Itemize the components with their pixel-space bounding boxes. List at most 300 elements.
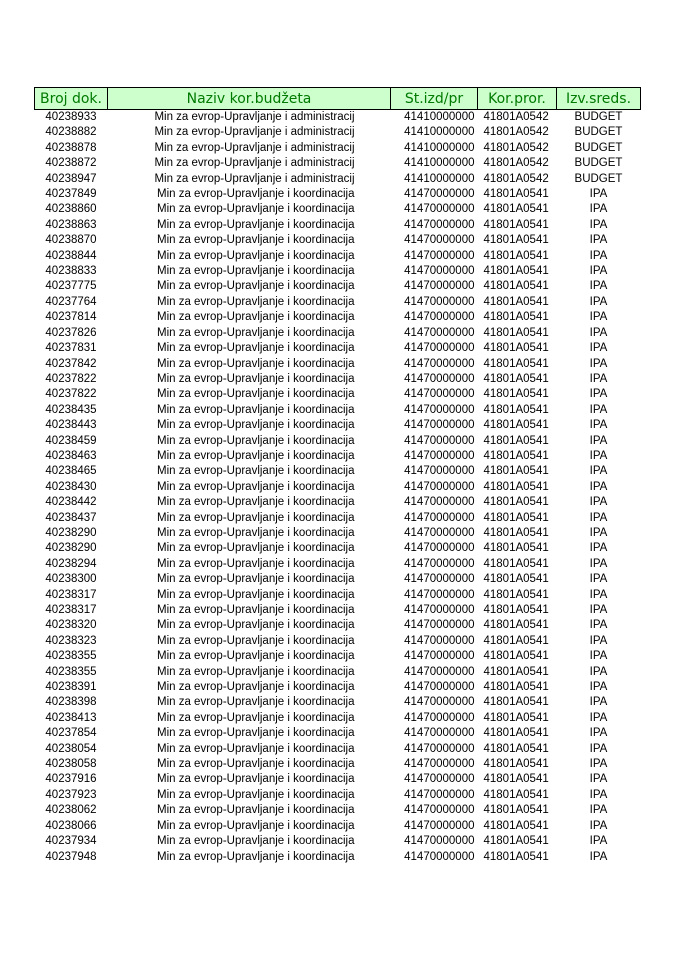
cell-izv-sreds: IPA — [589, 696, 608, 709]
cell-naziv: Min za evrop-Upravljanje i koordinacija — [156, 419, 355, 432]
cell-izv-sreds: IPA — [589, 681, 608, 694]
cell-izv-sreds: IPA — [589, 326, 608, 339]
cell-broj-dok: 40238443 — [45, 419, 97, 432]
cell-kor-pror: 41801A0542 — [483, 141, 549, 154]
cell-st-izd-pr: 41470000000 — [404, 526, 475, 539]
cell-broj-dok: 40238435 — [45, 403, 97, 416]
cell-kor-pror: 41801A0541 — [483, 434, 549, 447]
cell-izv-sreds: IPA — [589, 357, 608, 370]
cell-izv-sreds: IPA — [589, 850, 608, 863]
cell-kor-pror: 41801A0541 — [483, 203, 549, 216]
cell-kor-pror: 41801A0541 — [483, 788, 549, 801]
cell-st-izd-pr: 41410000000 — [404, 172, 475, 185]
cell-naziv: Min za evrop-Upravljanje i koordinacija — [156, 326, 355, 339]
cell-st-izd-pr: 41470000000 — [404, 218, 475, 231]
cell-naziv: Min za evrop-Upravljanje i koordinacija — [156, 711, 355, 724]
table-row — [35, 526, 641, 541]
cell-izv-sreds: IPA — [589, 203, 608, 216]
documents-table — [34, 87, 641, 865]
cell-broj-dok: 40237764 — [45, 295, 97, 308]
cell-naziv: Min za evrop-Upravljanje i administracij — [154, 111, 355, 123]
header-broj-dok: Broj dok. — [35, 88, 108, 110]
cell-st-izd-pr: 41470000000 — [404, 604, 475, 616]
cell-broj-dok: 40238413 — [45, 711, 97, 724]
cell-naziv: Min za evrop-Upravljanje i koordinacija — [156, 342, 355, 355]
cell-naziv: Min za evrop-Upravljanje i koordinacija — [156, 681, 355, 694]
cell-naziv: Min za evrop-Upravljanje i koordinacija — [156, 511, 355, 524]
cell-izv-sreds: IPA — [589, 372, 608, 385]
table-row — [35, 634, 641, 649]
cell-broj-dok: 40237854 — [45, 727, 97, 740]
cell-broj-dok: 40238430 — [45, 480, 97, 493]
cell-izv-sreds: IPA — [589, 588, 608, 601]
cell-izv-sreds: IPA — [589, 403, 608, 416]
cell-st-izd-pr: 41470000000 — [404, 542, 475, 555]
cell-naziv: Min za evrop-Upravljanje i koordinacija — [156, 203, 355, 216]
cell-kor-pror: 41801A0541 — [483, 526, 549, 539]
cell-kor-pror: 41801A0541 — [483, 388, 549, 401]
cell-naziv: Min za evrop-Upravljanje i koordinacija — [156, 265, 355, 278]
cell-naziv: Min za evrop-Upravljanje i koordinacija — [156, 526, 355, 539]
cell-broj-dok: 40238833 — [45, 265, 97, 278]
cell-izv-sreds: IPA — [589, 742, 608, 755]
table-row — [35, 202, 641, 217]
cell-kor-pror: 41801A0541 — [483, 372, 549, 385]
cell-kor-pror: 41801A0541 — [483, 265, 549, 278]
cell-kor-pror: 41801A0541 — [483, 295, 549, 308]
cell-st-izd-pr: 41470000000 — [404, 372, 475, 385]
cell-kor-pror: 41801A0541 — [483, 681, 549, 694]
cell-st-izd-pr: 41470000000 — [404, 449, 475, 462]
cell-st-izd-pr: 41470000000 — [404, 665, 475, 678]
cell-izv-sreds: IPA — [589, 388, 608, 401]
table-row — [35, 249, 641, 264]
cell-izv-sreds: IPA — [589, 604, 608, 616]
cell-izv-sreds: BUDGET — [574, 111, 623, 123]
cell-naziv: Min za evrop-Upravljanje i koordinacija — [156, 650, 355, 663]
cell-st-izd-pr: 41470000000 — [404, 819, 475, 832]
cell-kor-pror: 41801A0541 — [483, 650, 549, 663]
cell-naziv: Min za evrop-Upravljanje i koordinacija — [156, 311, 355, 324]
cell-izv-sreds: IPA — [589, 434, 608, 447]
cell-izv-sreds: IPA — [589, 449, 608, 462]
table-row — [35, 434, 641, 449]
cell-broj-dok: 40238863 — [45, 218, 97, 231]
cell-st-izd-pr: 41410000000 — [404, 141, 475, 154]
cell-izv-sreds: IPA — [589, 634, 608, 647]
cell-naziv: Min za evrop-Upravljanje i koordinacija — [156, 372, 355, 385]
cell-izv-sreds: IPA — [589, 573, 608, 586]
table-row — [35, 819, 641, 834]
cell-st-izd-pr: 41470000000 — [404, 342, 475, 355]
table-row — [35, 603, 641, 618]
cell-izv-sreds: IPA — [589, 819, 608, 832]
cell-kor-pror: 41801A0541 — [483, 819, 549, 832]
table-row — [35, 649, 641, 664]
table-row — [35, 495, 641, 510]
table-row — [35, 233, 641, 248]
cell-st-izd-pr: 41470000000 — [404, 634, 475, 647]
cell-kor-pror: 41801A0541 — [483, 449, 549, 462]
table-row — [35, 618, 641, 633]
cell-st-izd-pr: 41470000000 — [404, 311, 475, 324]
cell-broj-dok: 40238300 — [45, 573, 97, 586]
cell-izv-sreds: IPA — [589, 419, 608, 432]
cell-kor-pror: 41801A0541 — [483, 403, 549, 416]
cell-izv-sreds: IPA — [589, 711, 608, 724]
cell-kor-pror: 41801A0541 — [483, 665, 549, 678]
cell-broj-dok: 40238933 — [45, 111, 97, 123]
table-row — [35, 279, 641, 294]
cell-kor-pror: 41801A0541 — [483, 696, 549, 709]
cell-kor-pror: 41801A0541 — [483, 342, 549, 355]
cell-naziv: Min za evrop-Upravljanje i koordinacija — [156, 634, 355, 647]
spreadsheet-page — [34, 87, 641, 865]
cell-naziv: Min za evrop-Upravljanje i koordinacija — [156, 758, 355, 771]
header-naziv-kor-budzeta: Naziv kor.budžeta — [108, 88, 391, 110]
table-row — [35, 387, 641, 402]
table-row — [35, 357, 641, 372]
cell-st-izd-pr: 41410000000 — [404, 111, 475, 123]
table-row — [35, 264, 641, 279]
cell-st-izd-pr: 41470000000 — [404, 326, 475, 339]
table-row — [35, 541, 641, 556]
cell-kor-pror: 41801A0541 — [483, 588, 549, 601]
cell-kor-pror: 41801A0541 — [483, 604, 549, 616]
cell-broj-dok: 40238062 — [45, 804, 97, 817]
cell-st-izd-pr: 41470000000 — [404, 619, 475, 632]
cell-izv-sreds: IPA — [589, 218, 608, 231]
cell-kor-pror: 41801A0541 — [483, 573, 549, 586]
cell-st-izd-pr: 41470000000 — [404, 758, 475, 771]
cell-kor-pror: 41801A0541 — [483, 465, 549, 478]
cell-kor-pror: 41801A0541 — [483, 326, 549, 339]
cell-naziv: Min za evrop-Upravljanje i koordinacija — [156, 218, 355, 231]
cell-broj-dok: 40238391 — [45, 681, 97, 694]
cell-naziv: Min za evrop-Upravljanje i koordinacija — [156, 403, 355, 416]
cell-izv-sreds: IPA — [589, 665, 608, 678]
cell-izv-sreds: BUDGET — [574, 141, 623, 154]
table-row — [35, 742, 641, 757]
cell-broj-dok: 40237916 — [45, 773, 97, 786]
cell-kor-pror: 41801A0541 — [483, 619, 549, 632]
cell-broj-dok: 40238872 — [45, 157, 97, 170]
cell-naziv: Min za evrop-Upravljanje i koordinacija — [156, 542, 355, 555]
cell-st-izd-pr: 41470000000 — [404, 788, 475, 801]
cell-kor-pror: 41801A0541 — [483, 850, 549, 863]
cell-st-izd-pr: 41470000000 — [404, 188, 475, 201]
cell-naziv: Min za evrop-Upravljanje i koordinacija — [156, 557, 355, 570]
cell-st-izd-pr: 41470000000 — [404, 465, 475, 478]
table-row — [35, 803, 641, 818]
cell-kor-pror: 41801A0541 — [483, 542, 549, 555]
cell-naziv: Min za evrop-Upravljanje i koordinacija — [156, 434, 355, 447]
table-row — [35, 511, 641, 526]
cell-broj-dok: 40238054 — [45, 742, 97, 755]
cell-naziv: Min za evrop-Upravljanje i koordinacija — [156, 588, 355, 601]
cell-izv-sreds: IPA — [589, 234, 608, 247]
table-row — [35, 588, 641, 603]
table-row — [35, 772, 641, 787]
table-row — [35, 418, 641, 433]
table-row — [35, 480, 641, 495]
cell-izv-sreds: IPA — [589, 557, 608, 570]
cell-st-izd-pr: 41470000000 — [404, 480, 475, 493]
cell-broj-dok: 40238844 — [45, 249, 97, 262]
cell-naziv: Min za evrop-Upravljanje i koordinacija — [156, 604, 355, 616]
cell-naziv: Min za evrop-Upravljanje i koordinacija — [156, 234, 355, 247]
cell-kor-pror: 41801A0542 — [483, 157, 549, 170]
cell-naziv: Min za evrop-Upravljanje i koordinacija — [156, 665, 355, 678]
cell-izv-sreds: IPA — [589, 727, 608, 740]
table-row — [35, 372, 641, 387]
cell-broj-dok: 40238459 — [45, 434, 97, 447]
cell-kor-pror: 41801A0542 — [483, 111, 549, 123]
cell-broj-dok: 40238290 — [45, 526, 97, 539]
cell-st-izd-pr: 41470000000 — [404, 557, 475, 570]
cell-izv-sreds: BUDGET — [574, 172, 623, 185]
cell-st-izd-pr: 41470000000 — [404, 835, 475, 848]
table-row — [35, 834, 641, 849]
cell-izv-sreds: IPA — [589, 311, 608, 324]
table-row — [35, 295, 641, 310]
cell-kor-pror: 41801A0541 — [483, 357, 549, 370]
cell-broj-dok: 40237822 — [45, 388, 97, 401]
header-izv-sreds: Izv.sreds. — [557, 88, 641, 110]
table-row — [35, 757, 641, 772]
cell-naziv: Min za evrop-Upravljanje i koordinacija — [156, 850, 355, 863]
cell-kor-pror: 41801A0541 — [483, 773, 549, 786]
cell-broj-dok: 40238398 — [45, 696, 97, 709]
cell-broj-dok: 40237831 — [45, 342, 97, 355]
cell-naziv: Min za evrop-Upravljanje i koordinacija — [156, 295, 355, 308]
cell-naziv: Min za evrop-Upravljanje i administracij — [154, 172, 355, 185]
cell-st-izd-pr: 41470000000 — [404, 850, 475, 863]
table-row — [35, 665, 641, 680]
cell-kor-pror: 41801A0541 — [483, 280, 549, 293]
cell-naziv: Min za evrop-Upravljanje i koordinacija — [156, 835, 355, 848]
cell-st-izd-pr: 41470000000 — [404, 280, 475, 293]
cell-naziv: Min za evrop-Upravljanje i administracij — [154, 141, 355, 154]
cell-broj-dok: 40238290 — [45, 542, 97, 555]
table-row — [35, 341, 641, 356]
table-row — [35, 464, 641, 479]
cell-izv-sreds: IPA — [589, 650, 608, 663]
cell-izv-sreds: IPA — [589, 280, 608, 293]
cell-kor-pror: 41801A0541 — [483, 496, 549, 509]
cell-izv-sreds: IPA — [589, 511, 608, 524]
table-row — [35, 187, 641, 202]
cell-naziv: Min za evrop-Upravljanje i koordinacija — [156, 773, 355, 786]
cell-broj-dok: 40238323 — [45, 634, 97, 647]
cell-naziv: Min za evrop-Upravljanje i koordinacija — [156, 357, 355, 370]
cell-broj-dok: 40238320 — [45, 619, 97, 632]
cell-naziv: Min za evrop-Upravljanje i koordinacija — [156, 619, 355, 632]
cell-st-izd-pr: 41470000000 — [404, 511, 475, 524]
cell-naziv: Min za evrop-Upravljanje i koordinacija — [156, 465, 355, 478]
cell-kor-pror: 41801A0541 — [483, 557, 549, 570]
cell-izv-sreds: IPA — [589, 619, 608, 632]
cell-st-izd-pr: 41470000000 — [404, 496, 475, 509]
cell-izv-sreds: IPA — [589, 773, 608, 786]
cell-naziv: Min za evrop-Upravljanje i koordinacija — [156, 696, 355, 709]
cell-st-izd-pr: 41470000000 — [404, 419, 475, 432]
cell-izv-sreds: IPA — [589, 295, 608, 308]
cell-broj-dok: 40238463 — [45, 449, 97, 462]
table-row — [35, 125, 641, 140]
cell-izv-sreds: BUDGET — [574, 157, 623, 170]
cell-st-izd-pr: 41470000000 — [404, 650, 475, 663]
cell-broj-dok: 40237822 — [45, 372, 97, 385]
table-row — [35, 726, 641, 741]
cell-kor-pror: 41801A0541 — [483, 218, 549, 231]
table-row — [35, 695, 641, 710]
cell-st-izd-pr: 41470000000 — [404, 588, 475, 601]
cell-broj-dok: 40238437 — [45, 511, 97, 524]
cell-st-izd-pr: 41470000000 — [404, 804, 475, 817]
cell-izv-sreds: IPA — [589, 496, 608, 509]
cell-kor-pror: 41801A0541 — [483, 711, 549, 724]
cell-naziv: Min za evrop-Upravljanje i koordinacija — [156, 496, 355, 509]
cell-broj-dok: 40238294 — [45, 557, 97, 570]
cell-st-izd-pr: 41470000000 — [404, 203, 475, 216]
cell-kor-pror: 41801A0541 — [483, 804, 549, 817]
cell-broj-dok: 40238317 — [45, 604, 97, 616]
cell-izv-sreds: BUDGET — [574, 126, 623, 139]
cell-izv-sreds: IPA — [589, 526, 608, 539]
table-row — [35, 572, 641, 587]
cell-broj-dok: 40238355 — [45, 665, 97, 678]
cell-kor-pror: 41801A0541 — [483, 188, 549, 201]
cell-naziv: Min za evrop-Upravljanje i koordinacija — [156, 742, 355, 755]
cell-naziv: Min za evrop-Upravljanje i administracij — [154, 126, 355, 139]
cell-naziv: Min za evrop-Upravljanje i koordinacija — [156, 388, 355, 401]
cell-st-izd-pr: 41470000000 — [404, 357, 475, 370]
cell-broj-dok: 40237934 — [45, 835, 97, 848]
table-row — [35, 680, 641, 695]
cell-broj-dok: 40237923 — [45, 788, 97, 801]
cell-st-izd-pr: 41470000000 — [404, 265, 475, 278]
cell-broj-dok: 40238860 — [45, 203, 97, 216]
table-row — [35, 788, 641, 803]
cell-broj-dok: 40237849 — [45, 188, 97, 201]
cell-st-izd-pr: 41470000000 — [404, 295, 475, 308]
cell-broj-dok: 40238870 — [45, 234, 97, 247]
table-row — [35, 557, 641, 572]
cell-st-izd-pr: 41470000000 — [404, 742, 475, 755]
table-row — [35, 711, 641, 726]
cell-izv-sreds: IPA — [589, 480, 608, 493]
cell-st-izd-pr: 41470000000 — [404, 681, 475, 694]
cell-broj-dok: 40238465 — [45, 465, 97, 478]
table-row — [35, 110, 641, 126]
cell-naziv: Min za evrop-Upravljanje i administracij — [154, 157, 355, 170]
table-row — [35, 850, 641, 865]
cell-naziv: Min za evrop-Upravljanje i koordinacija — [156, 573, 355, 586]
cell-naziv: Min za evrop-Upravljanje i koordinacija — [156, 819, 355, 832]
cell-broj-dok: 40237775 — [45, 280, 97, 293]
cell-izv-sreds: IPA — [589, 835, 608, 848]
cell-naziv: Min za evrop-Upravljanje i koordinacija — [156, 280, 355, 293]
table-row — [35, 156, 641, 171]
cell-broj-dok: 40238066 — [45, 819, 97, 832]
cell-izv-sreds: IPA — [589, 758, 608, 771]
cell-st-izd-pr: 41470000000 — [404, 696, 475, 709]
cell-naziv: Min za evrop-Upravljanje i koordinacija — [156, 727, 355, 740]
table-row — [35, 449, 641, 464]
cell-st-izd-pr: 41470000000 — [404, 249, 475, 262]
cell-st-izd-pr: 41470000000 — [404, 403, 475, 416]
cell-broj-dok: 40238882 — [45, 126, 97, 139]
cell-naziv: Min za evrop-Upravljanje i koordinacija — [156, 449, 355, 462]
cell-st-izd-pr: 41470000000 — [404, 434, 475, 447]
cell-kor-pror: 41801A0542 — [483, 172, 549, 185]
cell-naziv: Min za evrop-Upravljanje i koordinacija — [156, 480, 355, 493]
cell-kor-pror: 41801A0541 — [483, 511, 549, 524]
table-body — [35, 110, 641, 865]
cell-broj-dok: 40238355 — [45, 650, 97, 663]
table-row — [35, 172, 641, 187]
cell-broj-dok: 40238317 — [45, 588, 97, 601]
cell-izv-sreds: IPA — [589, 542, 608, 555]
cell-kor-pror: 41801A0541 — [483, 758, 549, 771]
header-row — [35, 88, 641, 110]
cell-kor-pror: 41801A0541 — [483, 249, 549, 262]
cell-naziv: Min za evrop-Upravljanje i koordinacija — [156, 249, 355, 262]
cell-naziv: Min za evrop-Upravljanje i koordinacija — [156, 804, 355, 817]
cell-broj-dok: 40238947 — [45, 172, 97, 185]
cell-naziv: Min za evrop-Upravljanje i koordinacija — [156, 788, 355, 801]
cell-kor-pror: 41801A0541 — [483, 311, 549, 324]
header-st-izd-pr: St.izd/pr — [391, 88, 478, 110]
table-row — [35, 326, 641, 341]
cell-naziv: Min za evrop-Upravljanje i koordinacija — [156, 188, 355, 201]
cell-izv-sreds: IPA — [589, 342, 608, 355]
table-row — [35, 310, 641, 325]
cell-broj-dok: 40238878 — [45, 141, 97, 154]
cell-kor-pror: 41801A0541 — [483, 480, 549, 493]
cell-broj-dok: 40237826 — [45, 326, 97, 339]
cell-st-izd-pr: 41470000000 — [404, 773, 475, 786]
cell-izv-sreds: IPA — [589, 804, 608, 817]
cell-kor-pror: 41801A0542 — [483, 126, 549, 139]
cell-kor-pror: 41801A0541 — [483, 634, 549, 647]
cell-kor-pror: 41801A0541 — [483, 234, 549, 247]
cell-kor-pror: 41801A0541 — [483, 727, 549, 740]
cell-broj-dok: 40237948 — [45, 850, 97, 863]
table-row — [35, 141, 641, 156]
cell-izv-sreds: IPA — [589, 265, 608, 278]
cell-kor-pror: 41801A0541 — [483, 835, 549, 848]
cell-st-izd-pr: 41410000000 — [404, 126, 475, 139]
cell-st-izd-pr: 41410000000 — [404, 157, 475, 170]
table-header — [35, 88, 641, 110]
cell-st-izd-pr: 41470000000 — [404, 711, 475, 724]
cell-st-izd-pr: 41470000000 — [404, 573, 475, 586]
table-row — [35, 403, 641, 418]
cell-izv-sreds: IPA — [589, 249, 608, 262]
cell-st-izd-pr: 41470000000 — [404, 388, 475, 401]
cell-st-izd-pr: 41470000000 — [404, 234, 475, 247]
cell-kor-pror: 41801A0541 — [483, 742, 549, 755]
cell-broj-dok: 40238442 — [45, 496, 97, 509]
cell-izv-sreds: IPA — [589, 788, 608, 801]
cell-izv-sreds: IPA — [589, 465, 608, 478]
table-row — [35, 218, 641, 233]
cell-broj-dok: 40238058 — [45, 758, 97, 771]
cell-broj-dok: 40237814 — [45, 311, 97, 324]
cell-broj-dok: 40237842 — [45, 357, 97, 370]
